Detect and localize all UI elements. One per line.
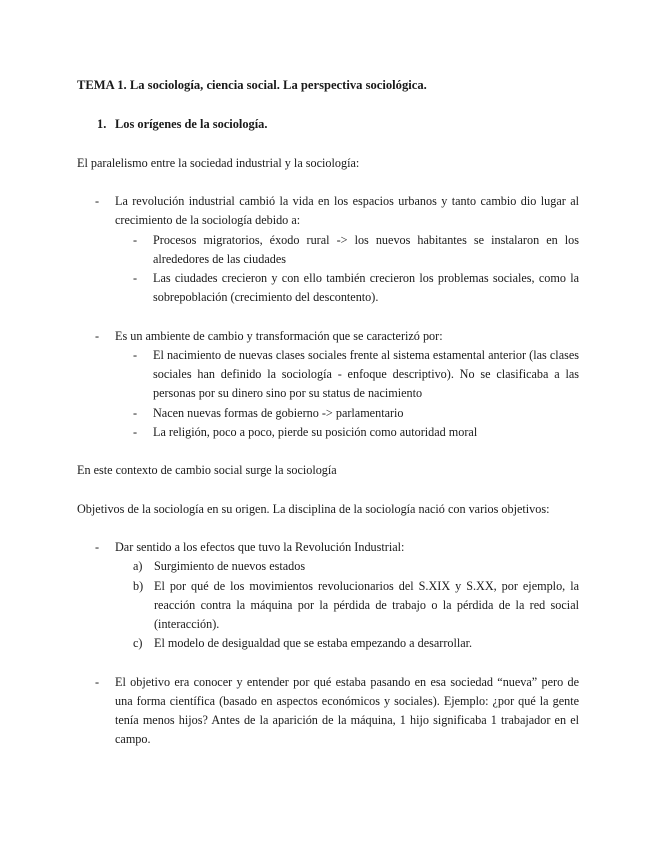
lettered-list-item (133, 577, 579, 634)
sub-list-item (133, 269, 579, 307)
intro-paragraph: El paralelismo entre la sociedad industrial y la sociología: (77, 156, 360, 170)
sub-list-item-text: Nacen nuevas formas de gobierno -> parlamentario (153, 406, 404, 420)
list-item (95, 673, 579, 749)
list-item (95, 192, 579, 230)
sub-list-item (133, 404, 579, 423)
context-paragraph: En este contexto de cambio social surge la sociología (77, 463, 337, 477)
sub-list-item-text: El nacimiento de nuevas clases sociales frente al sistema estamental anterior (las clases sociales han definido la sociología - enfoque descriptivo). No se clasificaba a las personas por su dinero sino por su status de nacimiento (153, 348, 579, 400)
document-title: TEMA 1. La sociología, ciencia social. La perspectiva sociológica. (77, 78, 427, 92)
bullet-marker: - (95, 675, 100, 689)
list-item-text: Es un ambiente de cambio y transformación que se caracterizó por: (115, 329, 443, 343)
bullet-marker: - (133, 348, 138, 362)
bullet-marker: - (133, 406, 138, 420)
sub-list-item (133, 231, 579, 269)
section-title: Los orígenes de la sociología. (115, 117, 268, 131)
sub-list-item-text: Las ciudades crecieron y con ello también crecieron los problemas sociales, como la sobrepoblación (crecimiento del descontento). (153, 271, 579, 304)
lettered-list-item-text: El modelo de desigualdad que se estaba empezando a desarrollar. (154, 636, 473, 650)
sub-list-item (133, 346, 579, 403)
bullet-marker: - (95, 540, 100, 554)
sub-list-item-text: La religión, poco a poco, pierde su posición como autoridad moral (153, 425, 478, 439)
lettered-list-item-text: Surgimiento de nuevos estados (154, 559, 306, 573)
letter-marker: a) (133, 559, 143, 573)
bullet-marker: - (133, 425, 138, 439)
letter-marker: c) (133, 636, 143, 650)
objectives-intro-paragraph: Objetivos de la sociología en su origen. La disciplina de la sociología nació con varios objetivos: (77, 502, 550, 516)
list-item-text: La revolución industrial cambió la vida en los espacios urbanos y tanto cambio dio lugar al crecimiento de la sociología debido a: (115, 194, 579, 227)
bullet-marker: - (95, 329, 100, 343)
lettered-list-item (133, 557, 579, 576)
sub-list-item-text: Procesos migratorios, éxodo rural -> los nuevos habitantes se instalaron en los alrededores de las ciudades (153, 233, 579, 266)
bullet-marker: - (95, 194, 100, 208)
list-item-text: El objetivo era conocer y entender por qué estaba pasando en esa sociedad “nueva” pero de una forma científica (basado en aspectos económicos y sociales). Ejemplo: ¿por qué la gente tenía menos hijos? Antes de la aparición de la máquina, 1 hijo significaba 1 trabajador en el campo. (115, 675, 579, 746)
letter-marker: b) (133, 579, 144, 593)
section-number: 1. (97, 117, 107, 131)
bullet-marker: - (133, 271, 138, 285)
list-item (95, 538, 579, 557)
bullet-marker: - (133, 233, 138, 247)
lettered-list-item (133, 634, 579, 653)
sub-list-item (133, 423, 579, 442)
list-item (95, 327, 579, 346)
list-item-text: Dar sentido a los efectos que tuvo la Revolución Industrial: (115, 540, 405, 554)
lettered-list-item-text: El por qué de los movimientos revolucionarios del S.XIX y S.XX, por ejemplo, la reacción contra la máquina por la pérdida de trabajo o la pérdida de la red social (interacción). (154, 579, 579, 631)
